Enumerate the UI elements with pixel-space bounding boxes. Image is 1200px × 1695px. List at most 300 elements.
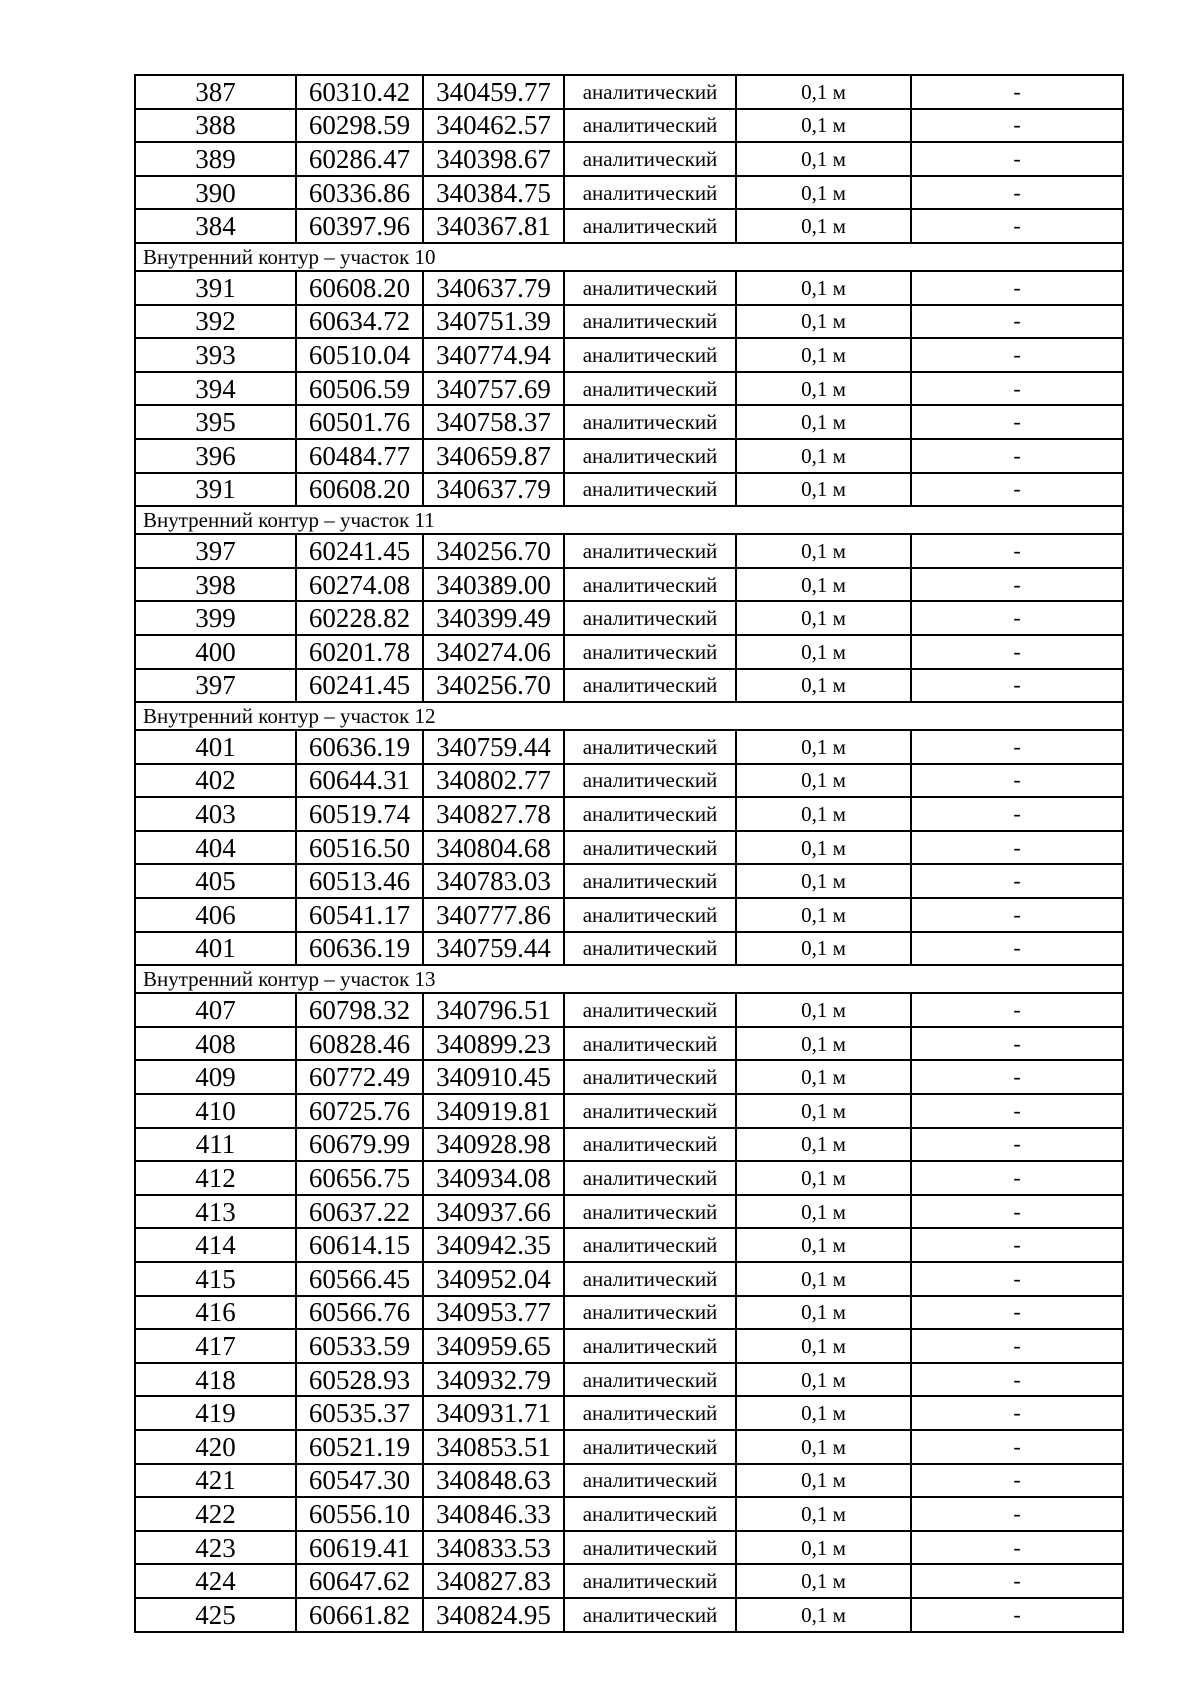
accuracy-cell: 0,1 м xyxy=(736,1060,911,1094)
coordinate-x: 60636.19 xyxy=(296,932,423,966)
accuracy-cell: 0,1 м xyxy=(736,1027,911,1061)
coordinate-x: 60647.62 xyxy=(296,1564,423,1598)
coordinate-x: 60201.78 xyxy=(296,635,423,669)
method-cell: аналитический xyxy=(564,142,736,176)
point-number: 384 xyxy=(135,209,296,243)
point-number: 391 xyxy=(135,473,296,507)
note-cell: - xyxy=(911,176,1123,210)
point-number: 401 xyxy=(135,730,296,764)
note-cell: - xyxy=(911,142,1123,176)
method-cell: аналитический xyxy=(564,1363,736,1397)
coordinate-x: 60656.75 xyxy=(296,1161,423,1195)
coordinate-x: 60241.45 xyxy=(296,669,423,703)
note-cell: - xyxy=(911,1262,1123,1296)
note-cell: - xyxy=(911,669,1123,703)
note-cell: - xyxy=(911,1195,1123,1229)
coordinate-x: 60619.41 xyxy=(296,1531,423,1565)
method-cell: аналитический xyxy=(564,1430,736,1464)
table-row xyxy=(135,1430,1123,1464)
note-cell: - xyxy=(911,1430,1123,1464)
note-cell: - xyxy=(911,601,1123,635)
section-header-row xyxy=(135,702,1123,730)
coordinate-x: 60541.17 xyxy=(296,898,423,932)
accuracy-cell: 0,1 м xyxy=(736,1497,911,1531)
coordinate-y: 340931.71 xyxy=(423,1396,564,1430)
accuracy-cell: 0,1 м xyxy=(736,1531,911,1565)
coordinate-x: 60679.99 xyxy=(296,1128,423,1162)
point-number: 419 xyxy=(135,1396,296,1430)
method-cell: аналитический xyxy=(564,730,736,764)
note-cell: - xyxy=(911,1094,1123,1128)
method-cell: аналитический xyxy=(564,176,736,210)
coordinate-y: 340802.77 xyxy=(423,764,564,798)
table-row xyxy=(135,601,1123,635)
coordinate-y: 340919.81 xyxy=(423,1094,564,1128)
point-number: 388 xyxy=(135,109,296,143)
note-cell: - xyxy=(911,109,1123,143)
coordinate-y: 340934.08 xyxy=(423,1161,564,1195)
accuracy-cell: 0,1 м xyxy=(736,864,911,898)
coordinate-x: 60547.30 xyxy=(296,1464,423,1498)
point-number: 400 xyxy=(135,635,296,669)
table-row xyxy=(135,568,1123,602)
coordinate-x: 60521.19 xyxy=(296,1430,423,1464)
table-row xyxy=(135,864,1123,898)
method-cell: аналитический xyxy=(564,1027,736,1061)
note-cell: - xyxy=(911,1296,1123,1330)
coordinate-x: 60725.76 xyxy=(296,1094,423,1128)
method-cell: аналитический xyxy=(564,601,736,635)
note-cell: - xyxy=(911,1363,1123,1397)
point-number: 402 xyxy=(135,764,296,798)
coordinate-y: 340774.94 xyxy=(423,338,564,372)
coordinate-y: 340783.03 xyxy=(423,864,564,898)
table-row xyxy=(135,635,1123,669)
coordinate-x: 60636.19 xyxy=(296,730,423,764)
point-number: 405 xyxy=(135,864,296,898)
method-cell: аналитический xyxy=(564,1195,736,1229)
table-row xyxy=(135,338,1123,372)
note-cell: - xyxy=(911,1598,1123,1632)
coordinate-y: 340846.33 xyxy=(423,1497,564,1531)
table-row xyxy=(135,764,1123,798)
accuracy-cell: 0,1 м xyxy=(736,473,911,507)
note-cell: - xyxy=(911,338,1123,372)
note-cell: - xyxy=(911,993,1123,1027)
note-cell: - xyxy=(911,1161,1123,1195)
accuracy-cell: 0,1 м xyxy=(736,932,911,966)
method-cell: аналитический xyxy=(564,305,736,339)
coordinate-y: 340399.49 xyxy=(423,601,564,635)
method-cell: аналитический xyxy=(564,109,736,143)
accuracy-cell: 0,1 м xyxy=(736,405,911,439)
table-row xyxy=(135,898,1123,932)
accuracy-cell: 0,1 м xyxy=(736,898,911,932)
method-cell: аналитический xyxy=(564,1128,736,1162)
method-cell: аналитический xyxy=(564,1464,736,1498)
note-cell: - xyxy=(911,797,1123,831)
table-row xyxy=(135,1094,1123,1128)
table-row xyxy=(135,1464,1123,1498)
accuracy-cell: 0,1 м xyxy=(736,305,911,339)
coordinate-x: 60556.10 xyxy=(296,1497,423,1531)
accuracy-cell: 0,1 м xyxy=(736,142,911,176)
accuracy-cell: 0,1 м xyxy=(736,730,911,764)
table-row xyxy=(135,1060,1123,1094)
coordinate-x: 60535.37 xyxy=(296,1396,423,1430)
method-cell: аналитический xyxy=(564,338,736,372)
point-number: 393 xyxy=(135,338,296,372)
method-cell: аналитический xyxy=(564,534,736,568)
note-cell: - xyxy=(911,1128,1123,1162)
method-cell: аналитический xyxy=(564,635,736,669)
method-cell: аналитический xyxy=(564,1161,736,1195)
table-row xyxy=(135,932,1123,966)
coordinate-y: 340959.65 xyxy=(423,1329,564,1363)
method-cell: аналитический xyxy=(564,209,736,243)
accuracy-cell: 0,1 м xyxy=(736,271,911,305)
note-cell: - xyxy=(911,473,1123,507)
method-cell: аналитический xyxy=(564,669,736,703)
method-cell: аналитический xyxy=(564,797,736,831)
coordinate-y: 340824.95 xyxy=(423,1598,564,1632)
section-title: Внутренний контур – участок 11 xyxy=(135,506,1123,534)
table-row xyxy=(135,439,1123,473)
note-cell: - xyxy=(911,305,1123,339)
note-cell: - xyxy=(911,764,1123,798)
coordinate-y: 340367.81 xyxy=(423,209,564,243)
table-row xyxy=(135,142,1123,176)
method-cell: аналитический xyxy=(564,405,736,439)
table-row xyxy=(135,1598,1123,1632)
coordinate-y: 340759.44 xyxy=(423,932,564,966)
coordinate-x: 60798.32 xyxy=(296,993,423,1027)
point-number: 411 xyxy=(135,1128,296,1162)
coordinate-x: 60274.08 xyxy=(296,568,423,602)
table-row xyxy=(135,209,1123,243)
point-number: 408 xyxy=(135,1027,296,1061)
method-cell: аналитический xyxy=(564,932,736,966)
point-number: 406 xyxy=(135,898,296,932)
method-cell: аналитический xyxy=(564,864,736,898)
coordinate-x: 60608.20 xyxy=(296,271,423,305)
note-cell: - xyxy=(911,1027,1123,1061)
table-row xyxy=(135,1161,1123,1195)
note-cell: - xyxy=(911,1329,1123,1363)
note-cell: - xyxy=(911,635,1123,669)
note-cell: - xyxy=(911,372,1123,406)
coordinate-x: 60661.82 xyxy=(296,1598,423,1632)
accuracy-cell: 0,1 м xyxy=(736,1094,911,1128)
method-cell: аналитический xyxy=(564,439,736,473)
accuracy-cell: 0,1 м xyxy=(736,1128,911,1162)
accuracy-cell: 0,1 м xyxy=(736,109,911,143)
section-header-row xyxy=(135,506,1123,534)
point-number: 423 xyxy=(135,1531,296,1565)
coordinate-y: 340758.37 xyxy=(423,405,564,439)
point-number: 416 xyxy=(135,1296,296,1330)
coordinate-y: 340398.67 xyxy=(423,142,564,176)
method-cell: аналитический xyxy=(564,1329,736,1363)
method-cell: аналитический xyxy=(564,473,736,507)
coordinate-x: 60608.20 xyxy=(296,473,423,507)
coordinate-x: 60516.50 xyxy=(296,831,423,865)
coordinate-x: 60336.86 xyxy=(296,176,423,210)
table-row xyxy=(135,1363,1123,1397)
accuracy-cell: 0,1 м xyxy=(736,635,911,669)
note-cell: - xyxy=(911,1564,1123,1598)
coordinate-y: 340256.70 xyxy=(423,534,564,568)
accuracy-cell: 0,1 м xyxy=(736,669,911,703)
method-cell: аналитический xyxy=(564,1531,736,1565)
table-row xyxy=(135,305,1123,339)
table-row xyxy=(135,993,1123,1027)
method-cell: аналитический xyxy=(564,993,736,1027)
coordinate-y: 340462.57 xyxy=(423,109,564,143)
accuracy-cell: 0,1 м xyxy=(736,1161,911,1195)
accuracy-cell: 0,1 м xyxy=(736,176,911,210)
coordinate-y: 340751.39 xyxy=(423,305,564,339)
point-number: 404 xyxy=(135,831,296,865)
coordinate-y: 340389.00 xyxy=(423,568,564,602)
table-row xyxy=(135,1128,1123,1162)
method-cell: аналитический xyxy=(564,831,736,865)
coordinate-y: 340932.79 xyxy=(423,1363,564,1397)
table-row xyxy=(135,534,1123,568)
accuracy-cell: 0,1 м xyxy=(736,1363,911,1397)
note-cell: - xyxy=(911,1228,1123,1262)
coordinate-y: 340848.63 xyxy=(423,1464,564,1498)
coordinate-x: 60484.77 xyxy=(296,439,423,473)
coordinate-y: 340757.69 xyxy=(423,372,564,406)
coordinate-x: 60637.22 xyxy=(296,1195,423,1229)
point-number: 413 xyxy=(135,1195,296,1229)
point-number: 407 xyxy=(135,993,296,1027)
section-header-row xyxy=(135,243,1123,271)
note-cell: - xyxy=(911,568,1123,602)
accuracy-cell: 0,1 м xyxy=(736,764,911,798)
table-row xyxy=(135,1195,1123,1229)
point-number: 390 xyxy=(135,176,296,210)
table-row xyxy=(135,1531,1123,1565)
accuracy-cell: 0,1 м xyxy=(736,209,911,243)
method-cell: аналитический xyxy=(564,1094,736,1128)
note-cell: - xyxy=(911,534,1123,568)
accuracy-cell: 0,1 м xyxy=(736,1430,911,1464)
note-cell: - xyxy=(911,1497,1123,1531)
table-row xyxy=(135,372,1123,406)
coordinate-x: 60397.96 xyxy=(296,209,423,243)
coordinate-x: 60501.76 xyxy=(296,405,423,439)
coordinate-x: 60533.59 xyxy=(296,1329,423,1363)
method-cell: аналитический xyxy=(564,1262,736,1296)
coordinate-y: 340256.70 xyxy=(423,669,564,703)
coordinate-x: 60228.82 xyxy=(296,601,423,635)
point-number: 412 xyxy=(135,1161,296,1195)
accuracy-cell: 0,1 м xyxy=(736,1564,911,1598)
coordinate-x: 60519.74 xyxy=(296,797,423,831)
point-number: 396 xyxy=(135,439,296,473)
coordinate-x: 60310.42 xyxy=(296,75,423,109)
table-row xyxy=(135,831,1123,865)
coordinate-x: 60614.15 xyxy=(296,1228,423,1262)
point-number: 410 xyxy=(135,1094,296,1128)
method-cell: аналитический xyxy=(564,1396,736,1430)
coordinate-x: 60513.46 xyxy=(296,864,423,898)
point-number: 422 xyxy=(135,1497,296,1531)
note-cell: - xyxy=(911,439,1123,473)
point-number: 414 xyxy=(135,1228,296,1262)
accuracy-cell: 0,1 м xyxy=(736,1329,911,1363)
point-number: 395 xyxy=(135,405,296,439)
point-number: 392 xyxy=(135,305,296,339)
coordinate-y: 340942.35 xyxy=(423,1228,564,1262)
note-cell: - xyxy=(911,271,1123,305)
method-cell: аналитический xyxy=(564,568,736,602)
table-row xyxy=(135,669,1123,703)
table-row xyxy=(135,75,1123,109)
coordinate-y: 340659.87 xyxy=(423,439,564,473)
method-cell: аналитический xyxy=(564,764,736,798)
coordinate-x: 60286.47 xyxy=(296,142,423,176)
note-cell: - xyxy=(911,831,1123,865)
table-body xyxy=(135,75,1123,1632)
note-cell: - xyxy=(911,209,1123,243)
point-number: 391 xyxy=(135,271,296,305)
coordinate-y: 340833.53 xyxy=(423,1531,564,1565)
note-cell: - xyxy=(911,864,1123,898)
method-cell: аналитический xyxy=(564,1060,736,1094)
point-number: 397 xyxy=(135,534,296,568)
accuracy-cell: 0,1 м xyxy=(736,601,911,635)
note-cell: - xyxy=(911,932,1123,966)
table-row xyxy=(135,176,1123,210)
method-cell: аналитический xyxy=(564,372,736,406)
table-row xyxy=(135,1329,1123,1363)
coordinate-y: 340899.23 xyxy=(423,1027,564,1061)
accuracy-cell: 0,1 м xyxy=(736,1262,911,1296)
accuracy-cell: 0,1 м xyxy=(736,1598,911,1632)
method-cell: аналитический xyxy=(564,1228,736,1262)
note-cell: - xyxy=(911,1464,1123,1498)
coordinate-x: 60241.45 xyxy=(296,534,423,568)
method-cell: аналитический xyxy=(564,271,736,305)
point-number: 397 xyxy=(135,669,296,703)
point-number: 417 xyxy=(135,1329,296,1363)
accuracy-cell: 0,1 м xyxy=(736,75,911,109)
method-cell: аналитический xyxy=(564,1564,736,1598)
table-row xyxy=(135,1396,1123,1430)
coordinate-y: 340827.78 xyxy=(423,797,564,831)
coordinate-x: 60634.72 xyxy=(296,305,423,339)
method-cell: аналитический xyxy=(564,1296,736,1330)
coordinate-y: 340827.83 xyxy=(423,1564,564,1598)
table-row xyxy=(135,730,1123,764)
accuracy-cell: 0,1 м xyxy=(736,372,911,406)
point-number: 401 xyxy=(135,932,296,966)
note-cell: - xyxy=(911,1060,1123,1094)
point-number: 398 xyxy=(135,568,296,602)
coordinate-y: 340928.98 xyxy=(423,1128,564,1162)
accuracy-cell: 0,1 м xyxy=(736,568,911,602)
table-row xyxy=(135,109,1123,143)
point-number: 409 xyxy=(135,1060,296,1094)
coordinate-y: 340910.45 xyxy=(423,1060,564,1094)
coordinate-y: 340759.44 xyxy=(423,730,564,764)
section-header-row xyxy=(135,965,1123,993)
accuracy-cell: 0,1 м xyxy=(736,1296,911,1330)
point-number: 399 xyxy=(135,601,296,635)
table-row xyxy=(135,405,1123,439)
accuracy-cell: 0,1 м xyxy=(736,1464,911,1498)
point-number: 418 xyxy=(135,1363,296,1397)
method-cell: аналитический xyxy=(564,898,736,932)
coordinate-x: 60528.93 xyxy=(296,1363,423,1397)
coordinate-x: 60828.46 xyxy=(296,1027,423,1061)
table-row xyxy=(135,1027,1123,1061)
point-number: 403 xyxy=(135,797,296,831)
coordinate-y: 340384.75 xyxy=(423,176,564,210)
coordinate-y: 340804.68 xyxy=(423,831,564,865)
coordinate-y: 340952.04 xyxy=(423,1262,564,1296)
coordinate-x: 60566.45 xyxy=(296,1262,423,1296)
point-number: 389 xyxy=(135,142,296,176)
accuracy-cell: 0,1 м xyxy=(736,338,911,372)
point-number: 394 xyxy=(135,372,296,406)
table-row xyxy=(135,1228,1123,1262)
accuracy-cell: 0,1 м xyxy=(736,439,911,473)
method-cell: аналитический xyxy=(564,1598,736,1632)
coordinate-y: 340796.51 xyxy=(423,993,564,1027)
coordinate-y: 340953.77 xyxy=(423,1296,564,1330)
accuracy-cell: 0,1 м xyxy=(736,993,911,1027)
method-cell: аналитический xyxy=(564,75,736,109)
point-number: 420 xyxy=(135,1430,296,1464)
coordinate-x: 60644.31 xyxy=(296,764,423,798)
section-title: Внутренний контур – участок 13 xyxy=(135,965,1123,993)
section-title: Внутренний контур – участок 12 xyxy=(135,702,1123,730)
note-cell: - xyxy=(911,1396,1123,1430)
coordinate-x: 60506.59 xyxy=(296,372,423,406)
table-row xyxy=(135,271,1123,305)
method-cell: аналитический xyxy=(564,1497,736,1531)
point-number: 421 xyxy=(135,1464,296,1498)
coordinate-y: 340637.79 xyxy=(423,473,564,507)
note-cell: - xyxy=(911,1531,1123,1565)
accuracy-cell: 0,1 м xyxy=(736,1195,911,1229)
coordinate-y: 340777.86 xyxy=(423,898,564,932)
accuracy-cell: 0,1 м xyxy=(736,1396,911,1430)
note-cell: - xyxy=(911,898,1123,932)
table-row xyxy=(135,1262,1123,1296)
note-cell: - xyxy=(911,405,1123,439)
point-number: 387 xyxy=(135,75,296,109)
accuracy-cell: 0,1 м xyxy=(736,534,911,568)
note-cell: - xyxy=(911,730,1123,764)
coordinate-x: 60772.49 xyxy=(296,1060,423,1094)
table-row xyxy=(135,1564,1123,1598)
accuracy-cell: 0,1 м xyxy=(736,831,911,865)
coordinate-x: 60566.76 xyxy=(296,1296,423,1330)
table-row xyxy=(135,1296,1123,1330)
coordinate-y: 340637.79 xyxy=(423,271,564,305)
coordinate-y: 340937.66 xyxy=(423,1195,564,1229)
table-row xyxy=(135,473,1123,507)
point-number: 415 xyxy=(135,1262,296,1296)
coordinate-y: 340853.51 xyxy=(423,1430,564,1464)
coordinate-x: 60298.59 xyxy=(296,109,423,143)
accuracy-cell: 0,1 м xyxy=(736,1228,911,1262)
